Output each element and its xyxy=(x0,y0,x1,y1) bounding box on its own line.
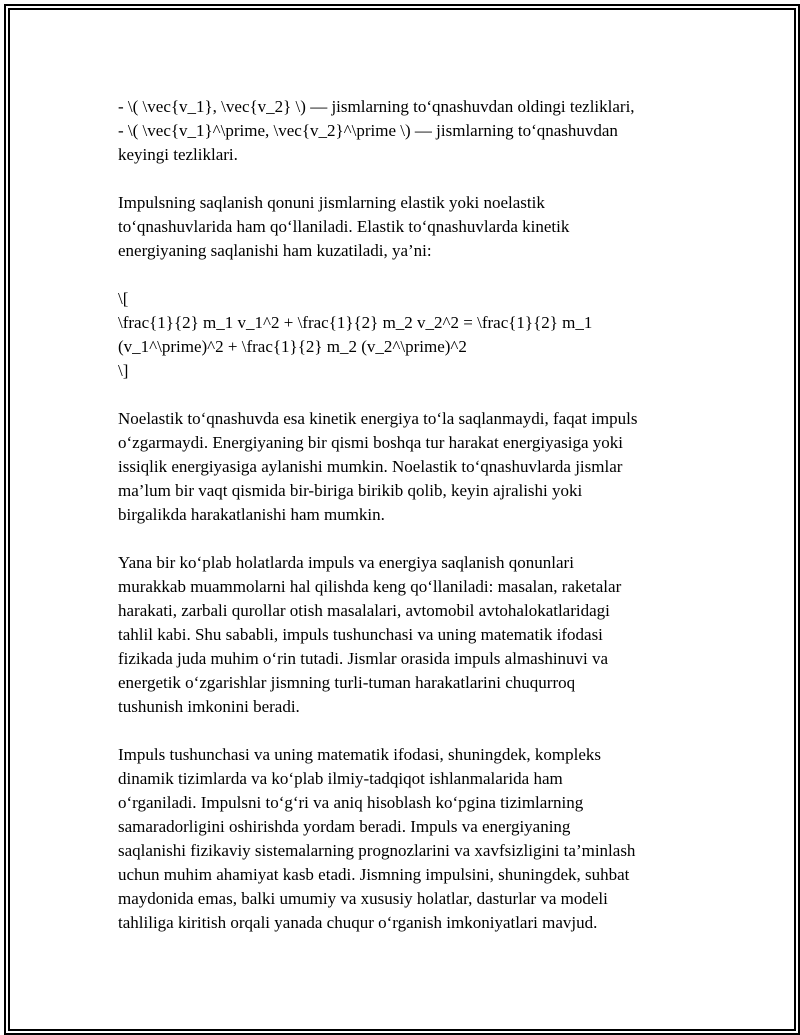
text-line: maydonida emas, balki umumiy va xususiy holatlar, dasturlar va modeli xyxy=(118,889,608,908)
text-line: fizikada juda muhim o‘rin tutadi. Jismlar orasida impuls almashinuvi va xyxy=(118,649,609,668)
velocity-definitions-list xyxy=(118,95,698,167)
text-line: Noelastik to‘qnashuvda esa kinetik energiya to‘la saqlanmaydi, faqat impuls xyxy=(118,409,638,428)
formula-line: \frac{1}{2} m_1 v_1^2 + \frac{1}{2} m_2 v_2^2 = \frac{1}{2} m_1 xyxy=(118,313,593,332)
text-line: ma’lum bir vaqt qismida bir-biriga birikib qolib, keyin ajralishi yoki xyxy=(118,481,583,500)
text-line: issiqlik energiyasiga aylanishi mumkin. Noelastik to‘qnashuvlarda jismlar xyxy=(118,457,623,476)
formula-line: \] xyxy=(118,361,129,380)
text-line: - \( \vec{v_1}, \vec{v_2} \) — jismlarning to‘qnashuvdan oldingi tezliklari, xyxy=(118,97,635,116)
text-line: tahliliga kiritish orqali yanada chuqur o‘rganish imkoniyatlari mavjud. xyxy=(118,913,598,932)
paragraph-spacer xyxy=(118,167,698,191)
paragraph-spacer xyxy=(118,383,698,407)
text-line: harakati, zarbali qurollar otish masalalari, avtomobil avtohalokatlaridagi xyxy=(118,601,610,620)
text-line: o‘zgarmaydi. Energiyaning bir qismi boshqa tur harakat energiyasiga yoki xyxy=(118,433,623,452)
text-line: uchun muhim ahamiyat kasb etadi. Jismning impulsini, shuningdek, suhbat xyxy=(118,865,630,884)
formula-block xyxy=(118,287,698,383)
text-line: samaradorligini oshirishda yordam beradi. Impuls va energiyaning xyxy=(118,817,571,836)
paragraph-spacer xyxy=(118,263,698,287)
formula-line: (v_1^\prime)^2 + \frac{1}{2} m_2 (v_2^\prime)^2 xyxy=(118,337,467,356)
text-line: keyingi tezliklari. xyxy=(118,145,238,164)
text-line: Impulsning saqlanish qonuni jismlarning elastik yoki noelastik xyxy=(118,193,545,212)
text-line: to‘qnashuvlarida ham qo‘llaniladi. Elastik to‘qnashuvlarda kinetik xyxy=(118,217,570,236)
text-line: dinamik tizimlarda va ko‘plab ilmiy-tadqiqot ishlanmalarida ham xyxy=(118,769,563,788)
text-line: o‘rganiladi. Impulsni to‘g‘ri va aniq hisoblash ko‘pgina tizimlarning xyxy=(118,793,584,812)
text-line: energetik o‘zgarishlar jismning turli-tuman harakatlarini chuqurroq xyxy=(118,673,576,692)
paragraph xyxy=(118,407,698,527)
text-line: - \( \vec{v_1}^\prime, \vec{v_2}^\prime \) — jismlarning to‘qnashuvdan xyxy=(118,121,618,140)
formula-line: \[ xyxy=(118,289,129,308)
paragraph-spacer xyxy=(118,719,698,743)
text-line: tahlil kabi. Shu sababli, impuls tushunchasi va uning matematik ifodasi xyxy=(118,625,603,644)
text-line: energiyaning saqlanishi ham kuzatiladi, ya’ni: xyxy=(118,241,432,260)
document-body xyxy=(118,95,698,935)
text-line: murakkab muammolarni hal qilishda keng qo‘llaniladi: masalan, raketalar xyxy=(118,577,622,596)
text-line: Impuls tushunchasi va uning matematik ifodasi, shuningdek, kompleks xyxy=(118,745,602,764)
text-line: tushunish imkonini beradi. xyxy=(118,697,300,716)
paragraph xyxy=(118,191,698,263)
paragraph xyxy=(118,551,698,719)
text-line: saqlanishi fizikaviy sistemalarning prognozlarini va xavfsizligini ta’minlash xyxy=(118,841,636,860)
text-line: Yana bir ko‘plab holatlarda impuls va energiya saqlanish qonunlari xyxy=(118,553,574,572)
paragraph-spacer xyxy=(118,527,698,551)
text-line: birgalikda harakatlanishi ham mumkin. xyxy=(118,505,385,524)
paragraph xyxy=(118,743,698,935)
